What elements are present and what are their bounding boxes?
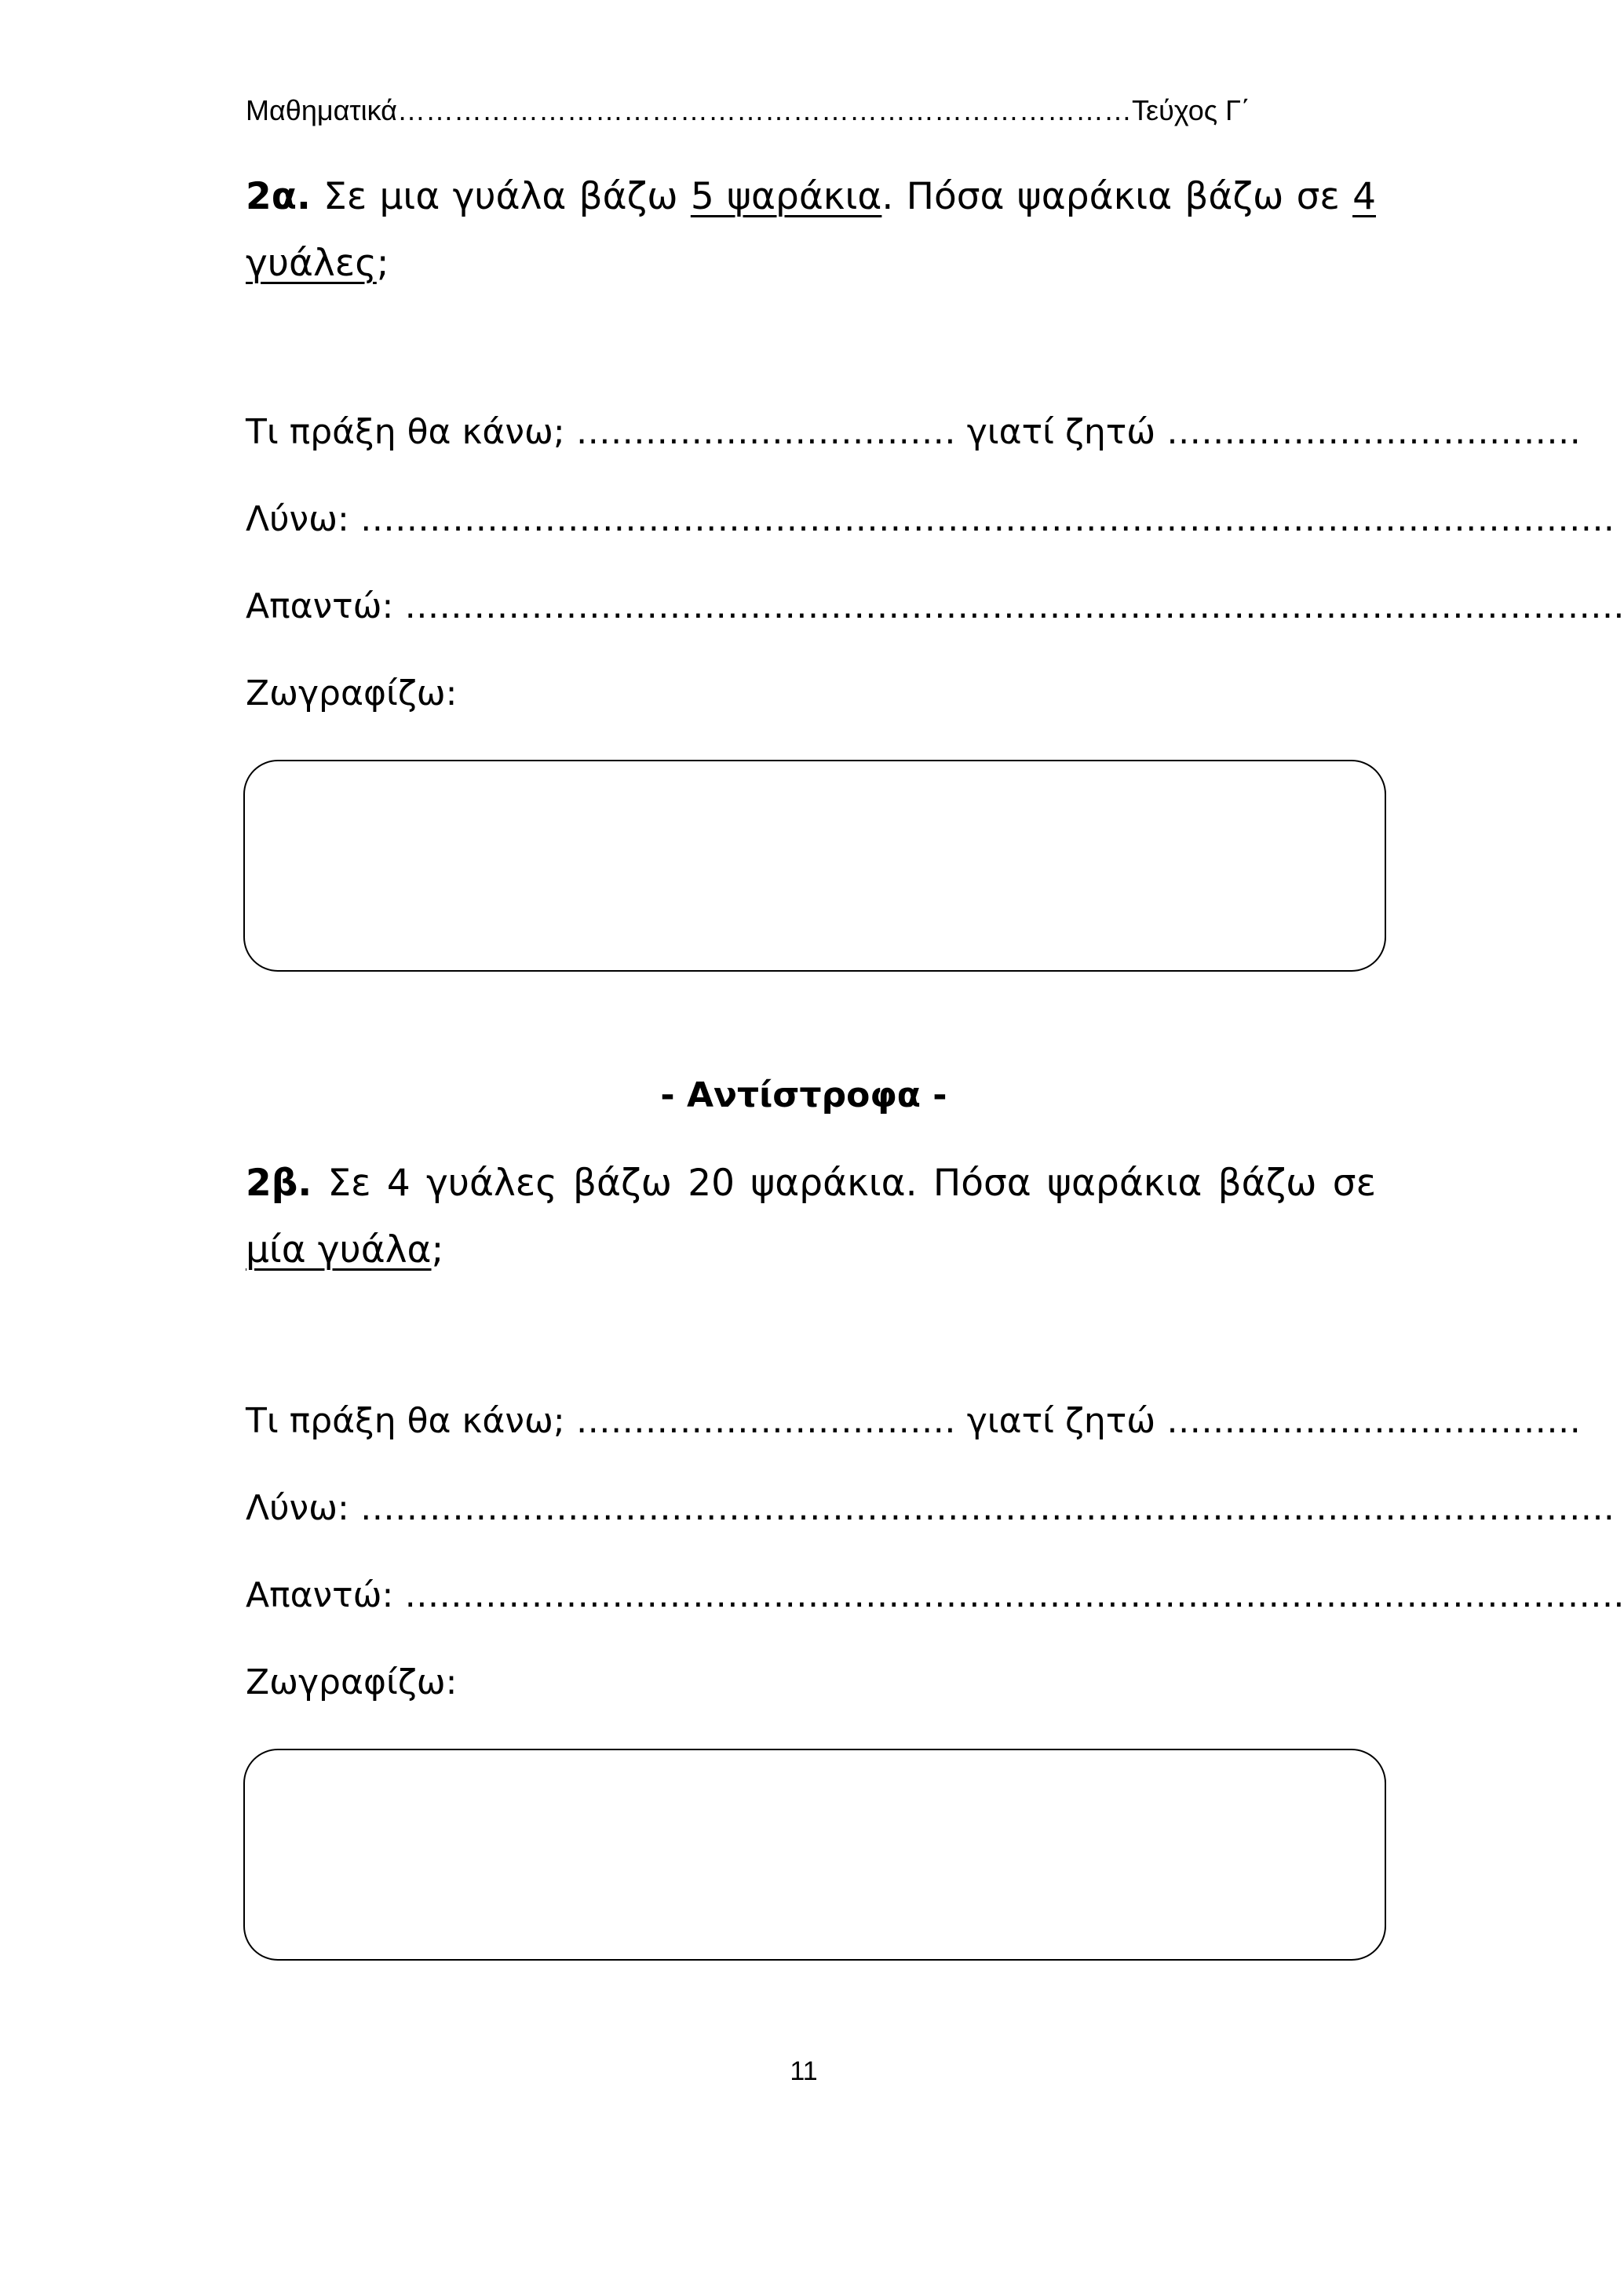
question-2a-label: 2α.: [246, 175, 311, 218]
why-label: γιατί ζητώ: [966, 1401, 1156, 1441]
solve-label: Λύνω:: [246, 499, 349, 539]
draw-label-2b: Ζωγραφίζω:: [246, 1662, 458, 1702]
question-2a-underlined-1: 5 ψαράκια: [690, 175, 882, 218]
solve-label: Λύνω:: [246, 1488, 349, 1528]
solve-blank[interactable]: ……………………………………………………………………………………………….: [359, 499, 1615, 539]
answer-line-2b: [246, 1575, 1624, 1615]
why-blank[interactable]: ………………………………: [1166, 1401, 1582, 1441]
question-2b-label: 2β.: [246, 1162, 312, 1205]
why-label: γιατί ζητώ: [966, 412, 1156, 452]
why-blank[interactable]: ………………………………: [1166, 412, 1582, 452]
answer-line-2a: [246, 586, 1624, 626]
answer-blank[interactable]: …………………………………………………………………………………………….: [404, 586, 1624, 626]
operation-label: Τι πράξη θα κάνω;: [246, 412, 565, 452]
inverse-title: - Αντίστροφα -: [660, 1075, 947, 1115]
question-2b-underlined-1: μία γυάλα: [246, 1228, 432, 1271]
question-2b-text-1: Σε 4 γυάλες βάζω 20 ψαράκια. Πόσα ψαράκια βάζω σε: [312, 1162, 1376, 1205]
operation-label: Τι πράξη θα κάνω;: [246, 1401, 565, 1441]
question-2a: [246, 163, 1376, 297]
answer-blank[interactable]: …………………………………………………………………………………………….: [404, 1575, 1624, 1615]
question-2a-text-3: ;: [376, 242, 389, 285]
operation-blank[interactable]: ……………………………: [575, 1401, 956, 1441]
header-issue: Τεύχος Γ΄: [1132, 94, 1250, 126]
operation-blank[interactable]: ……………………………: [575, 412, 956, 452]
solve-line-2b: [246, 1488, 1615, 1528]
page-number: 11: [790, 2056, 818, 2086]
question-2a-underlined-2: 4 γυάλες: [246, 175, 1376, 285]
drawing-box-2b[interactable]: [243, 1749, 1386, 1961]
header-subject: Μαθηματικά: [246, 94, 397, 126]
question-2b-text-2: ;: [431, 1228, 444, 1271]
operation-line-2a: [246, 412, 1582, 452]
solve-line-2a: [246, 499, 1615, 539]
question-2b: [246, 1150, 1376, 1283]
solve-blank[interactable]: ……………………………………………………………………………………………….: [359, 1488, 1615, 1528]
question-2a-text-1: Σε μια γυάλα βάζω: [310, 175, 691, 218]
header-dots: ……………………………………………………………………: [397, 94, 1132, 126]
drawing-box-2a[interactable]: [243, 760, 1386, 972]
answer-label: Απαντώ:: [246, 586, 394, 626]
answer-label: Απαντώ:: [246, 1575, 394, 1615]
question-2a-text-2: . Πόσα ψαράκια βάζω σε: [881, 175, 1353, 218]
page-header: [246, 94, 1368, 127]
operation-line-2b: [246, 1401, 1582, 1441]
draw-label-2a: Ζωγραφίζω:: [246, 673, 458, 713]
